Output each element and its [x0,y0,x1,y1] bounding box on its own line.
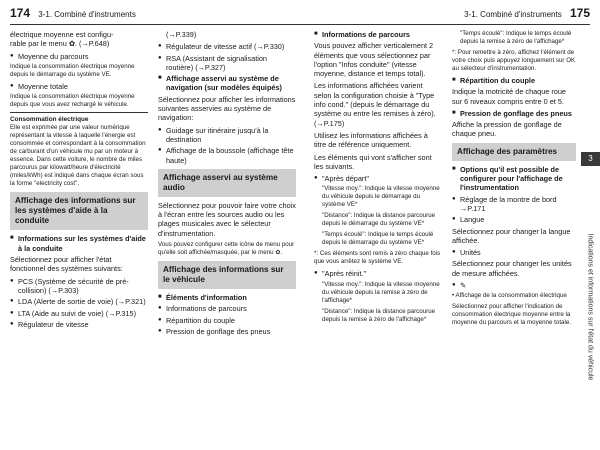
list-item: ● Informations de parcours [158,304,296,313]
list-item: ● Moyenne du parcours [10,52,148,61]
list-item: ● Guidage sur itinéraire jusqu'à la destination [158,126,296,145]
section-heading: Affichage asservi au système audio [158,169,296,197]
list-item: ● Moyenne totale [10,82,148,91]
paragraph: Indique la motricité de chaque roue sur 6 niveaux compris entre 0 et 5. [452,87,566,106]
section-heading: Affichage des informations sur le véhicule [158,261,296,289]
list-item: ● "Après départ" [314,174,442,183]
note-body: Elle est exprimée par une valeur numérique représentant la vitesse à laquelle l'énergie est consommée et correspondant à la consommation de carburant d'un véhicule mu par un moteur à essence. Dans cette voiture, le nombre de miles parcourus par kilowatt/heure d'électricité (miles/kWh) est indiqué dans chaque écran sous la forme "electricity cost". [10,124,146,188]
left-header [10,6,136,26]
paragraph: Sélectionnez pour changer les unités de mesure affichées. [452,259,572,278]
paragraph: Vous pouvez afficher verticalement 2 éléments que vous sélectionnez par l'option "Infos conduite" (vitesse moyenne, distance et temps total). [314,41,434,79]
note-title: Consommation électrique [10,112,148,124]
sub-heading: ■ Affichage asservi au système de navigation (sur modèles équipés) [158,74,296,93]
list-item: ● Répartition du couple [158,316,296,325]
sub-heading: ■ Options qu'il est possible de configurer pour l'affichage de l'instrumentation [452,165,576,193]
text-line: électrique moyenne est configu- [10,30,114,39]
column-3 [314,30,442,327]
chapter-title: Indications et informations sur l'état du véhicule [586,233,594,381]
left-page-number: 174 [10,6,31,20]
left-section-title: 3-1. Combiné d'instruments [38,10,136,19]
paragraph: Sélectionnez pour afficher l'indication de consommation électrique moyenne entre la moyenne du parcours et la moyenne totale. [452,303,572,327]
text-line: rable par le menu ✿. (→P.648) [10,39,110,49]
sub-heading: ■ Répartition du couple [452,76,576,85]
header-rule [10,24,590,25]
list-item: ● Unités [452,248,576,257]
paragraph: Les éléments qui vont s'afficher sont les suivants. [314,152,432,171]
list-item: ● PCS (Système de sécurité de pré-collision) (→P.303) [10,277,148,296]
sub-heading: ■ Éléments d'information [158,293,296,302]
list-item: ● Régulateur de vitesse actif (→P.330) [158,42,296,51]
chapter-sidebar [582,172,598,442]
paragraph: Les informations affichées varient selon la configuration choisie à "Type info cond." (depuis le démarrage du système ou entre les remises à zéro). (→P.175) [314,81,436,128]
item-description: Indique la consommation électrique moyenne depuis le démarrage du système VE. [10,62,135,78]
column-2 [158,30,296,338]
sub-item: "Distance": Indique la distance parcourue depuis le démarrage du système VE* [322,212,436,228]
list-item: ● ✎ [452,281,576,290]
sub-item: "Distance": Indique la distance parcourue depuis la remise à zéro de l'affichage* [322,307,436,323]
text-line: (→P.339) [166,30,197,39]
sub-item: "Temps écoulé": Indique le temps écoulé depuis la remise à zéro de l'affichage* [460,30,572,45]
list-item: ● LDA (Alerte de sortie de voie) (→P.321) [10,297,148,306]
sub-item: "Vitesse moy.": Indique la vitesse moyenne du véhicule depuis le démarrage du système VE* [322,185,440,209]
list-item: ● "Après réinit." [314,269,442,278]
list-item: ● LTA (Aide au suivi de voie) (→P.315) [10,309,148,318]
sub-heading: ■ Informations de parcours [314,30,442,39]
right-header [464,6,590,26]
list-item: ● Affichage de la boussole (affichage tête haute) [158,146,296,165]
list-item: ● Pression de gonflage des pneus [158,327,296,336]
sub-item: "Temps écoulé": Indique le temps écoulé depuis le démarrage du système VE* [322,231,434,247]
paragraph: Utilisez les informations affichées à titre de référence uniquement. [314,130,428,150]
right-section-title: 3-1. Combiné d'instruments [464,10,562,19]
list-item: ● Langue [452,215,576,224]
sub-item: • Affichage de la consommation électrique [452,292,567,300]
paragraph: Affiche la pression de gonflage de chaque pneu. [452,120,562,139]
paragraph: Sélectionnez pour afficher l'état fonctionnel des systèmes suivants: [10,255,123,274]
paragraph: Sélectionnez pour changer la langue affichée. [452,226,571,245]
column-4 [452,30,576,330]
paragraph: Sélectionnez pour pouvoir faire votre choix à l'écran entre les sources audio ou les plages musicales avec le sélecteur d'instrumentation. [158,200,296,238]
section-heading: Affichage des informations sur les systèmes d'aide à la conduite [10,192,148,230]
sub-heading: ■ Pression de gonflage des pneus [452,109,576,118]
list-item: ● Régulateur de vitesse [10,320,148,329]
footnote: *: Pour remettre à zéro, affichez l'élément de votre choix puis appuyez longuement sur OK au sélecteur d'instrumentation. [452,49,576,72]
column-1 [10,30,148,331]
small-note: Vous pouvez configurer cette icône de menu pour qu'elle soit affichée/masquée, par le menu ✿. [158,241,295,257]
section-heading: Affichage des paramètres [452,143,576,161]
list-item: ● RSA (Assistant de signalisation routière) (→P.327) [158,54,296,73]
list-item: ● Réglage de la montre de bord →P.171 [452,195,576,214]
item-description: Indique la consommation électrique moyenne depuis que vous avez rechargé le véhicule. [10,93,135,109]
sub-heading: ■ Informations sur les systèmes d'aide à la conduite [10,234,148,253]
paragraph: Sélectionnez pour afficher les informations suivantes asservies au système de navigation: [158,94,296,123]
right-page-number: 175 [569,6,590,20]
chapter-tab: 3 [581,152,600,166]
sub-item: "Vitesse moy.": Indique la vitesse moyenne du véhicule depuis la remise à zéro de l'affichage* [322,280,440,304]
footnote: *: Ces éléments sont remis à zéro chaque fois que vous arrêtez le système VE. [314,250,441,266]
